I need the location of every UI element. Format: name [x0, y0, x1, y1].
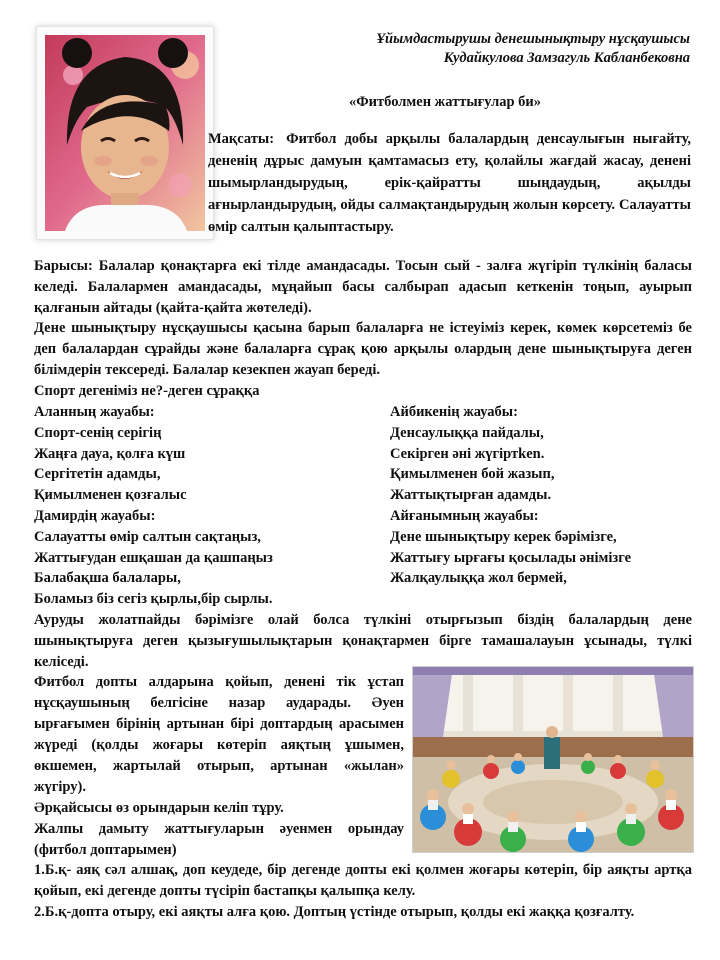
poem-row	[34, 402, 692, 423]
goal-text: Фитбол добы арқылы балалардың денсаулығын нығайту, дененің дұрыс дамуын қамтамасыз ету, қолайлы жағдай жасау, денені шымырландырудың, ерік-қайратты шыңдаудың, ақылды ағнырландырудың, ойды салмақтандырудың жолын көрсету. Салауатты өмір салтын қалыптастыру.	[208, 131, 691, 235]
children-answers	[34, 402, 692, 610]
body-paragraph: Барысы: Балалар қонақтарға екі тілде амандасады. Тосын сый - залға жүгіріп түлкінің баласы келеді. Балалармен амандасады, мұңайып басы салбырап адасып кеткенін тоңып, ауырып қалғанын айтады (қайта-қайта жөтеледі).	[34, 258, 692, 316]
poem-row	[34, 527, 692, 548]
poem-left: Сергітетін адамды,	[34, 466, 161, 483]
poem-right: Жаттығу ырғағы қосылады әнімізге	[390, 549, 632, 566]
ending-paragraph: Ауруды жолатпайды бәрімізге олай болса түлкіні отырғызып біздің балалардың дене шынықтыруға деген қызығушылықтарын қонақтармен бірге тамашалауын ұсынады, түлкі келіседі.	[34, 612, 692, 670]
poem-right: Айбикенің жауабы:	[390, 404, 518, 420]
poem-left: Дамирдің жауабы:	[34, 507, 156, 524]
lesson-title: «Фитболмен жаттығулар би»	[348, 94, 542, 110]
author-name: Кудайкулова Замзагуль Кабланбековна	[443, 50, 690, 66]
poem-left: Аланның жауабы:	[34, 404, 155, 420]
author-header	[230, 30, 690, 68]
classroom-photo	[412, 666, 694, 853]
exercise-step: 2.Б.қ-допта отыру, екі аяқты алға қою. Доптың үстінде отырып, қолды екі жаққа қозғалту.	[34, 904, 635, 920]
poem-right: Жаттықтырған адамды.	[390, 487, 552, 504]
exercise-paragraph: Әрқайсысы өз орындарын келіп тұру.	[34, 800, 284, 816]
poem-right: Секірген әні жүгіртken.	[390, 445, 545, 462]
poem-left: Салауатты өмір салтын сақтаңыз,	[34, 528, 261, 545]
poem-row	[34, 464, 692, 485]
goal-label: Мақсаты:	[208, 131, 275, 147]
goal-paragraph	[208, 128, 691, 238]
poem-right: Қимылменен бой жазып,	[390, 466, 555, 483]
poem-row	[34, 548, 692, 569]
poem-right	[390, 589, 692, 610]
poem-row	[34, 444, 692, 465]
poem-row	[34, 423, 692, 444]
poem-right: Жалқаулыққа жол бермей,	[390, 570, 567, 587]
body-paragraph: Спорт дегеніміз не?-деген сұраққа	[34, 382, 260, 399]
exercise-steps	[34, 860, 692, 923]
poem-left: Жаңға дауа, қолға күш	[34, 445, 186, 462]
exercise-paragraph: Жалпы дамыту жаттығуларын әуенмен орындау (фитбол доптарымен)	[34, 821, 404, 858]
poem-left: Қимылменен қозғалыс	[34, 487, 187, 504]
poem-right: Денсаулыққа пайдалы,	[390, 424, 544, 441]
teacher-photo	[36, 26, 214, 240]
exercise-paragraph: Фитбол допты алдарына қойып, денені тік ұстап нұсқаушының белгісіне назар аударады. Әуен ырғағымен бірінің артынан бірі доптардың арасымен жүреді (қолды жоғары көтеріп аяқтың ұшымен, өкшемен, жартылай отырып, артынан «жылан» жүгіру).	[34, 674, 404, 795]
exercise-step: 1.Б.қ- аяқ сәл алшақ, доп кеудеде, бір дегенде допты екі қолмен жоғары көтеріп, бір аяқты артқа қойып, екі дегенде допты түсіріп бастапқы қалыпқа келу.	[34, 862, 692, 899]
poem-row	[34, 506, 692, 527]
poem-right: Айғанымның жауабы:	[390, 507, 539, 524]
poem-left: Жаттығудан ешқашан да қашпаңыз	[34, 549, 273, 566]
poem-row	[34, 485, 692, 506]
poem-left: Балабақша балалары,	[34, 570, 181, 587]
poem-left: Спорт-сенің серігің	[34, 424, 162, 441]
poem-row	[34, 589, 692, 610]
author-position: Ұйымдастырушы денешынықтыру нұсқаушысы	[376, 31, 690, 47]
exercise-description	[34, 672, 404, 861]
body-paragraph: Дене шынықтыру нұсқаушысы қасына барып балаларға не істеуіміз керек, көмек көрсетеміз бе деп балалардан сұрайды және балаларға сұрақ қою арқылы олардың дене шынықтыруға деген білімдерін тексереді. Балалар кезекпен жауап береді.	[34, 320, 692, 378]
poem-row	[34, 568, 692, 589]
poem-left: Боламыз біз сегіз қырлы,бір сырлы.	[34, 591, 273, 608]
poem-right: Дене шынықтыру керек бәрімізге,	[390, 528, 617, 545]
lesson-body	[34, 256, 692, 402]
